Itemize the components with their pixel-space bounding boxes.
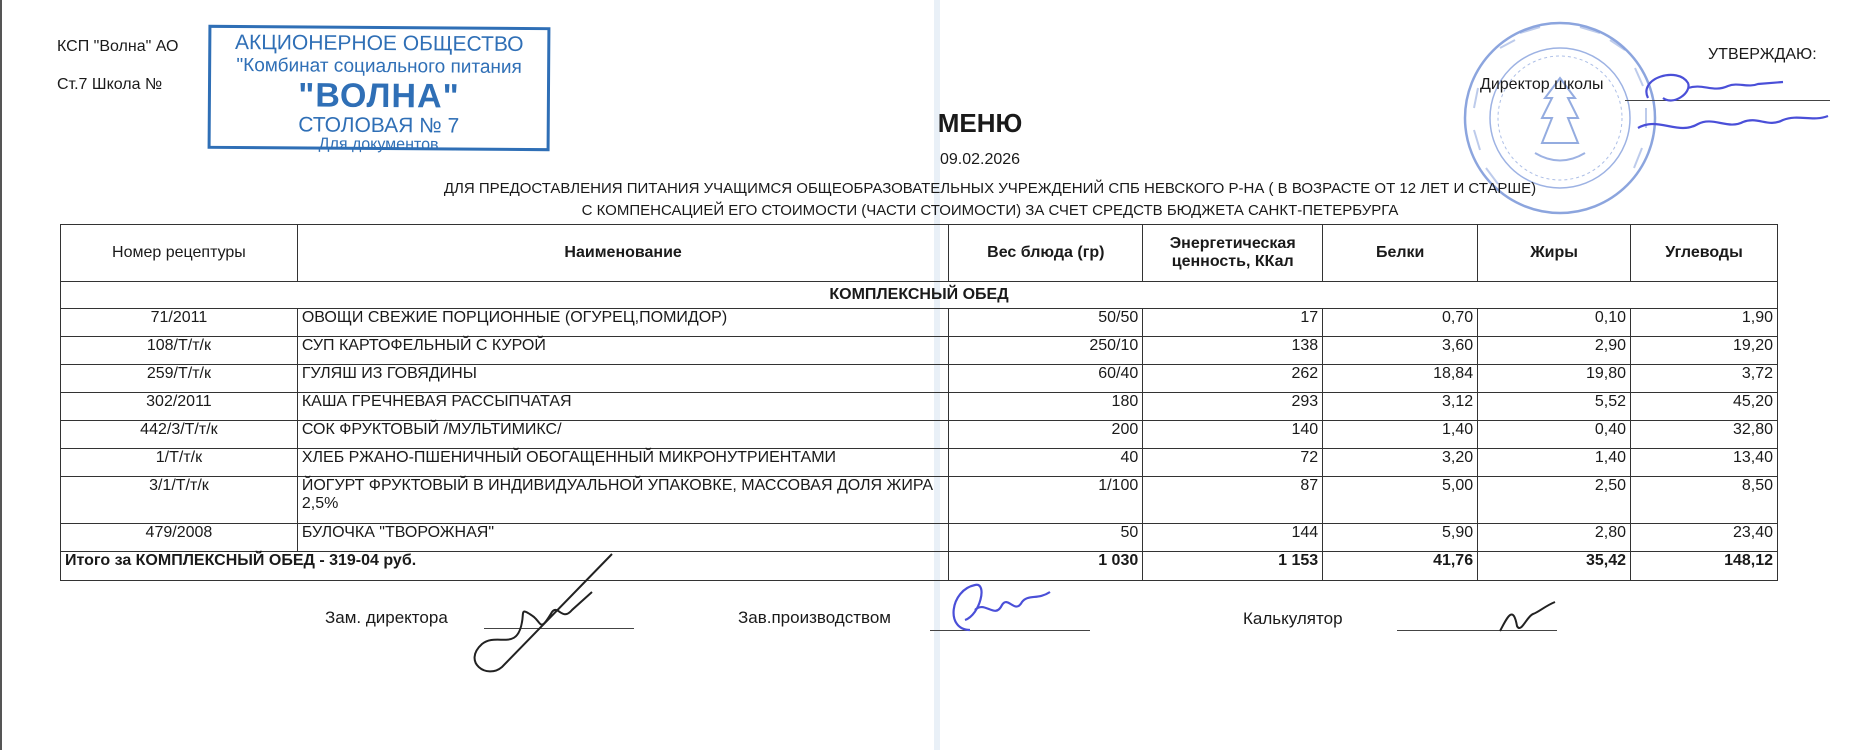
cell-code: 479/2008 (61, 524, 298, 552)
cell-name: СОК ФРУКТОВЫЙ /МУЛЬТИМИКС/ (297, 421, 949, 449)
table-row (61, 365, 1778, 393)
cell-fat: 0,40 (1478, 421, 1631, 449)
cell-name: СУП КАРТОФЕЛЬНЫЙ С КУРОЙ (297, 337, 949, 365)
stamp-line: СТОЛОВАЯ № 7 (298, 113, 460, 138)
cell-code: 259/Т/т/к (61, 365, 298, 393)
school-label: Ст.7 Школа № (57, 76, 163, 93)
stamp-line: Для документов (318, 135, 439, 154)
cell-code: 71/2011 (61, 309, 298, 337)
table-row (61, 449, 1778, 477)
approve-label: УТВЕРЖДАЮ: (1708, 46, 1817, 63)
cell-fat: 2,90 (1478, 337, 1631, 365)
cell-energy: 87 (1143, 477, 1323, 524)
total-weight: 1 030 (949, 552, 1143, 581)
cell-weight: 40 (949, 449, 1143, 477)
total-fat: 35,42 (1478, 552, 1631, 581)
cell-carbs: 45,20 (1631, 393, 1778, 421)
table-row (61, 524, 1778, 552)
col-header-name: Наименование (297, 225, 949, 282)
menu-date: 09.02.2026 (939, 151, 1021, 168)
cell-energy: 17 (1143, 309, 1323, 337)
cell-code: 108/Т/т/к (61, 337, 298, 365)
cell-protein: 1,40 (1323, 421, 1478, 449)
cell-name: ХЛЕБ РЖАНО-ПШЕНИЧНЫЙ ОБОГАЩЕННЫЙ МИКРОНУТРИЕНТАМИ (297, 449, 949, 477)
total-energy: 1 153 (1143, 552, 1323, 581)
cell-fat: 1,40 (1478, 449, 1631, 477)
cell-code: 1/Т/т/к (61, 449, 298, 477)
table-row (61, 337, 1778, 365)
cell-carbs: 32,80 (1631, 421, 1778, 449)
deputy-signature-icon (462, 552, 632, 682)
cell-fat: 5,52 (1478, 393, 1631, 421)
cell-carbs: 3,72 (1631, 365, 1778, 393)
cell-protein: 18,84 (1323, 365, 1478, 393)
cell-code: 442/3/Т/т/к (61, 421, 298, 449)
cell-name: БУЛОЧКА "ТВОРОЖНАЯ" (297, 524, 949, 552)
col-header-code: Номер рецептуры (61, 225, 298, 282)
cell-weight: 50/50 (949, 309, 1143, 337)
cell-protein: 0,70 (1323, 309, 1478, 337)
org-name: КСП "Волна" АО (57, 38, 179, 55)
total-protein: 41,76 (1323, 552, 1478, 581)
cell-fat: 19,80 (1478, 365, 1631, 393)
table-row (61, 309, 1778, 337)
cell-carbs: 13,40 (1631, 449, 1778, 477)
cell-code: 302/2011 (61, 393, 298, 421)
cell-carbs: 23,40 (1631, 524, 1778, 552)
cell-energy: 140 (1143, 421, 1323, 449)
total-carbs: 148,12 (1631, 552, 1778, 581)
subtitle-line-1: ДЛЯ ПРЕДОСТАВЛЕНИЯ ПИТАНИЯ УЧАЩИМСЯ ОБЩЕОБРАЗОВАТЕЛЬНЫХ УЧРЕЖДЕНИЙ СПБ НЕВСКОГО Р-НА ( В ВОЗРАСТЕ ОТ 12 ЛЕТ И СТАРШЕ) (443, 180, 1537, 197)
section-title: КОМПЛЕКСНЫЙ ОБЕД (61, 282, 1778, 309)
cell-weight: 60/40 (949, 365, 1143, 393)
cell-name: ЙОГУРТ ФРУКТОВЫЙ В ИНДИВИДУАЛЬНОЙ УПАКОВКЕ, МАССОВАЯ ДОЛЯ ЖИРА 2,5% (297, 477, 949, 524)
cell-weight: 250/10 (949, 337, 1143, 365)
calculator-signature-icon (1495, 596, 1565, 636)
stamp-line: "Комбинат социального питания (236, 55, 522, 79)
cell-carbs: 19,20 (1631, 337, 1778, 365)
total-label: Итого за КОМПЛЕКСНЫЙ ОБЕД - 319-04 руб. (61, 552, 949, 581)
stamp-line: АКЦИОНЕРНОЕ ОБЩЕСТВО (234, 30, 524, 57)
cell-carbs: 8,50 (1631, 477, 1778, 524)
table-row (61, 477, 1778, 524)
cell-protein: 5,00 (1323, 477, 1478, 524)
cell-fat: 2,80 (1478, 524, 1631, 552)
col-header-carbs: Углеводы (1631, 225, 1778, 282)
cell-fat: 0,10 (1478, 309, 1631, 337)
col-header-weight: Вес блюда (гр) (949, 225, 1143, 282)
production-manager-label: Зав.производством (738, 608, 891, 627)
total-row (61, 552, 1778, 581)
cell-weight: 180 (949, 393, 1143, 421)
cell-name: ГУЛЯШ ИЗ ГОВЯДИНЫ (297, 365, 949, 393)
cell-protein: 3,60 (1323, 337, 1478, 365)
cell-energy: 72 (1143, 449, 1323, 477)
deputy-director-label: Зам. директора (325, 608, 448, 627)
cell-weight: 200 (949, 421, 1143, 449)
col-header-protein: Белки (1323, 225, 1478, 282)
stamp-line: "ВОЛНА" (298, 76, 460, 116)
cell-energy: 262 (1143, 365, 1323, 393)
cell-energy: 293 (1143, 393, 1323, 421)
director-label: Директор школы (1480, 76, 1604, 93)
production-signature-icon (940, 570, 1060, 640)
menu-table (60, 224, 1778, 581)
cell-carbs: 1,90 (1631, 309, 1778, 337)
calculator-label: Калькулятор (1243, 609, 1343, 628)
cell-name: КАША ГРЕЧНЕВАЯ РАССЫПЧАТАЯ (297, 393, 949, 421)
cell-energy: 138 (1143, 337, 1323, 365)
cell-weight: 50 (949, 524, 1143, 552)
cell-protein: 5,90 (1323, 524, 1478, 552)
cell-weight: 1/100 (949, 477, 1143, 524)
page-title: МЕНЮ (937, 108, 1023, 138)
cell-protein: 3,12 (1323, 393, 1478, 421)
cell-name: ОВОЩИ СВЕЖИЕ ПОРЦИОННЫЕ (ОГУРЕЦ,ПОМИДОР) (297, 309, 949, 337)
cell-protein: 3,20 (1323, 449, 1478, 477)
cell-code: 3/1/Т/т/к (61, 477, 298, 524)
col-header-energy: Энергетическая ценность, ККал (1143, 225, 1323, 282)
cell-energy: 144 (1143, 524, 1323, 552)
cell-fat: 2,50 (1478, 477, 1631, 524)
col-header-fat: Жиры (1478, 225, 1631, 282)
table-row (61, 393, 1778, 421)
table-row (61, 421, 1778, 449)
subtitle-line-2: С КОМПЕНСАЦИЕЙ ЕГО СТОИМОСТИ (ЧАСТИ СТОИМОСТИ) ЗА СЧЕТ СРЕДСТВ БЮДЖЕТА САНКТ-ПЕТЕРБУРГА (581, 202, 1399, 219)
